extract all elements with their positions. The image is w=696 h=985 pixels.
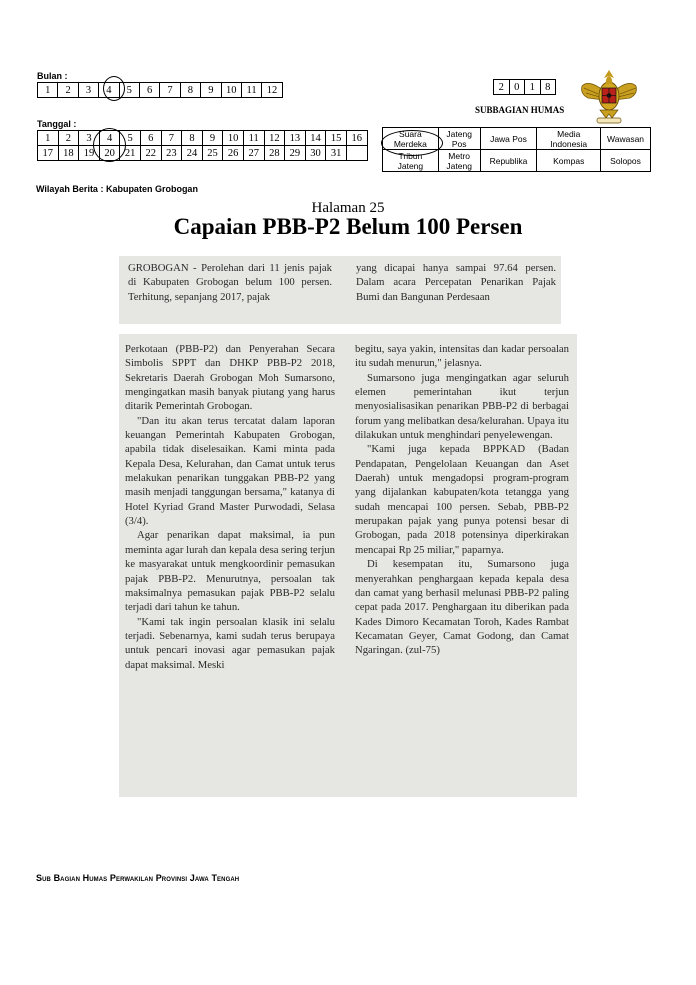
date-cell: 28 bbox=[264, 146, 285, 161]
news-clipping-top bbox=[119, 256, 561, 324]
paragraph: Sumarsono juga mengingatkan agar seluruh elemen pemerintahan ikut terjun menyosialisasikan penarikan PBB-P2 di berbagai forum yang melibatkan desa/kelurahan. Upaya itu dilakukan untuk menghindari penyelewengan. bbox=[355, 371, 569, 442]
month-cell: 11 bbox=[241, 83, 261, 98]
date-cell: 29 bbox=[285, 146, 306, 161]
date-cell: 1 bbox=[38, 131, 59, 146]
paragraph: GROBOGAN - Perolehan dari 11 jenis pajak di Kabupaten Grobogan belum 100 persen. Terhitung, sepanjang 2017, pajak bbox=[128, 262, 332, 303]
media-cell: Wawasan bbox=[601, 128, 651, 150]
paragraph: Agar penarikan dapat maksimal, ia pun meminta agar lurah dan kepala desa sering terjun ke masyarakat untuk mengkoordinir pemasukan pajak PBB-P2. Menurutnya, persoalan tak maksimalnya pemasukan pajak PBB-P2 selalu terjadi dari tahun ke tahun. bbox=[125, 529, 335, 614]
date-cell: 24 bbox=[182, 146, 203, 161]
month-cell: 2 bbox=[58, 83, 78, 98]
paragraph: Perkotaan (PBB-P2) dan Penyerahan Secara Simbolis SPPT dan DHKP PBB-P2 2018, Sekretaris Daerah Grobogan Moh Sumarsono, mengingatkan masih banyak piutang yang harus ditarik Pemerintah Grobogan. bbox=[125, 343, 335, 413]
date-cell: 20 bbox=[99, 146, 120, 161]
date-cell: 9 bbox=[202, 131, 223, 146]
month-cell: 6 bbox=[139, 83, 159, 98]
date-cell: 14 bbox=[305, 131, 326, 146]
date-cell: 5 bbox=[120, 131, 141, 146]
date-cell: 11 bbox=[243, 131, 264, 146]
media-cell: Kompas bbox=[537, 150, 601, 172]
date-cell: 8 bbox=[182, 131, 203, 146]
date-cell: 26 bbox=[223, 146, 244, 161]
media-cell: Metro Jateng bbox=[438, 150, 480, 172]
paragraph: "Kami tak ingin persoalan klasik ini selalu terjadi. Sebenarnya, kami sudah terus berupaya untuk pencari inovasi agar pemasukan pajak dapat maksimal. Meski bbox=[125, 615, 335, 671]
article-headline: Capaian PBB-P2 Belum 100 Persen bbox=[173, 214, 523, 239]
tanggal-label: Tanggal : bbox=[37, 119, 77, 129]
date-cell: 15 bbox=[326, 131, 347, 146]
month-cell: 8 bbox=[180, 83, 200, 98]
paragraph: yang dicapai hanya sampai 97.64 persen. Dalam acara Percepatan Penarikan Pajak Bumi dan Bangunan Perdesaan bbox=[356, 262, 556, 303]
news-clipping-main bbox=[119, 334, 577, 797]
month-cell: 10 bbox=[221, 83, 241, 98]
month-cell: 12 bbox=[262, 83, 282, 98]
selected-media-circle bbox=[381, 130, 443, 156]
month-cell: 3 bbox=[78, 83, 98, 98]
media-cell: Tribun Jateng bbox=[383, 150, 439, 172]
footer-text: Sub Bagian Humas Perwakilan Provinsi Jawa Tengah bbox=[36, 873, 240, 883]
date-cell: 25 bbox=[202, 146, 223, 161]
bulan-label: Bulan : bbox=[37, 71, 68, 81]
date-cell: 2 bbox=[58, 131, 79, 146]
date-cell: 23 bbox=[161, 146, 182, 161]
clip-left-column bbox=[125, 342, 335, 672]
date-cell: 21 bbox=[120, 146, 141, 161]
month-cell: 4 bbox=[99, 83, 119, 98]
date-cell: 16 bbox=[346, 131, 367, 146]
date-cell: 22 bbox=[140, 146, 161, 161]
selected-date-circle bbox=[93, 128, 126, 162]
clip-right-column bbox=[355, 342, 569, 658]
date-cell: 6 bbox=[140, 131, 161, 146]
selected-month-circle bbox=[103, 76, 125, 101]
month-cell: 7 bbox=[160, 83, 180, 98]
media-cell: Suara Merdeka bbox=[383, 128, 439, 150]
paragraph: "Dan itu akan terus tercatat dalam laporan keuangan Pemerintah Kabupaten Grobogan, apabila tidak diselesaikan. Kami minta pada Kepala Desa, Kelurahan, dan Camat untuk terus melakukan penarikan tunggakan PBB-P2 yang masih menjadi tanggungan bersama," katanya di Hotel Kyriad Grand Master Purwodadi, Selasa (3/4). bbox=[125, 414, 335, 528]
media-cell: Jateng Pos bbox=[438, 128, 480, 150]
date-cell: 10 bbox=[223, 131, 244, 146]
clip-top-left-text bbox=[128, 261, 332, 304]
date-cell: 30 bbox=[305, 146, 326, 161]
year-grid bbox=[493, 79, 556, 95]
date-cell: 12 bbox=[264, 131, 285, 146]
paragraph: Di kesempatan itu, Sumarsono juga menyerahkan penghargaan kepada kepala desa dan camat yang berhasil melunasi PBB-P2 paling cepat pada 2017. Penghargaan itu diberikan pada Kades Dimoro Kecamatan Toroh, Kades Rambat Kecamatan Geyer, Camat Godong, dan Camat Ngaringan. (zul-75) bbox=[355, 558, 569, 657]
date-cell: 18 bbox=[58, 146, 79, 161]
clip-top-right-text bbox=[356, 261, 556, 304]
month-grid bbox=[37, 82, 283, 98]
media-cell: Solopos bbox=[601, 150, 651, 172]
org-label: SUBBAGIAN HUMAS bbox=[475, 105, 565, 115]
date-cell: 7 bbox=[161, 131, 182, 146]
wilayah-berita: Wilayah Berita : Kabupaten Grobogan bbox=[36, 184, 198, 194]
date-cell: 19 bbox=[79, 146, 100, 161]
date-cell: 31 bbox=[326, 146, 347, 161]
date-cell: 4 bbox=[99, 131, 120, 146]
media-cell: Jawa Pos bbox=[480, 128, 537, 150]
garuda-emblem-icon bbox=[578, 66, 640, 130]
year-digit-cell: 2 bbox=[494, 80, 510, 95]
date-grid bbox=[37, 130, 368, 161]
year-digit-cell: 0 bbox=[509, 80, 525, 95]
date-cell bbox=[346, 146, 367, 161]
year-digit-cell: 1 bbox=[525, 80, 541, 95]
month-cell: 9 bbox=[201, 83, 221, 98]
month-cell: 5 bbox=[119, 83, 139, 98]
page-number: Halaman 25 bbox=[311, 200, 385, 216]
year-digit-cell: 8 bbox=[540, 80, 556, 95]
date-cell: 13 bbox=[285, 131, 306, 146]
paragraph: begitu, saya yakin, intensitas dan kadar persoalan itu sudah menurun," jelasnya. bbox=[355, 343, 569, 370]
media-cell: Republika bbox=[480, 150, 537, 172]
date-cell: 3 bbox=[79, 131, 100, 146]
media-cell: Media Indonesia bbox=[537, 128, 601, 150]
date-cell: 27 bbox=[243, 146, 264, 161]
month-cell: 1 bbox=[38, 83, 58, 98]
footer-org bbox=[36, 873, 239, 883]
paragraph: "Kami juga kepada BPPKAD (Badan Pendapatan, Pengelolaan Keuangan dan Aset Daerah) untuk mengadopsi program-program yang dijalankan kabupaten/kota tetangga yang sudah mencapai 100 persen. Sebab, PBB-P2 merupakan pajak yang punya potensi besar di Grobogan, pada 2018 potensinya diperkirakan mencapai Rp 25 miliar," paparnya. bbox=[355, 443, 569, 556]
date-cell: 17 bbox=[38, 146, 59, 161]
